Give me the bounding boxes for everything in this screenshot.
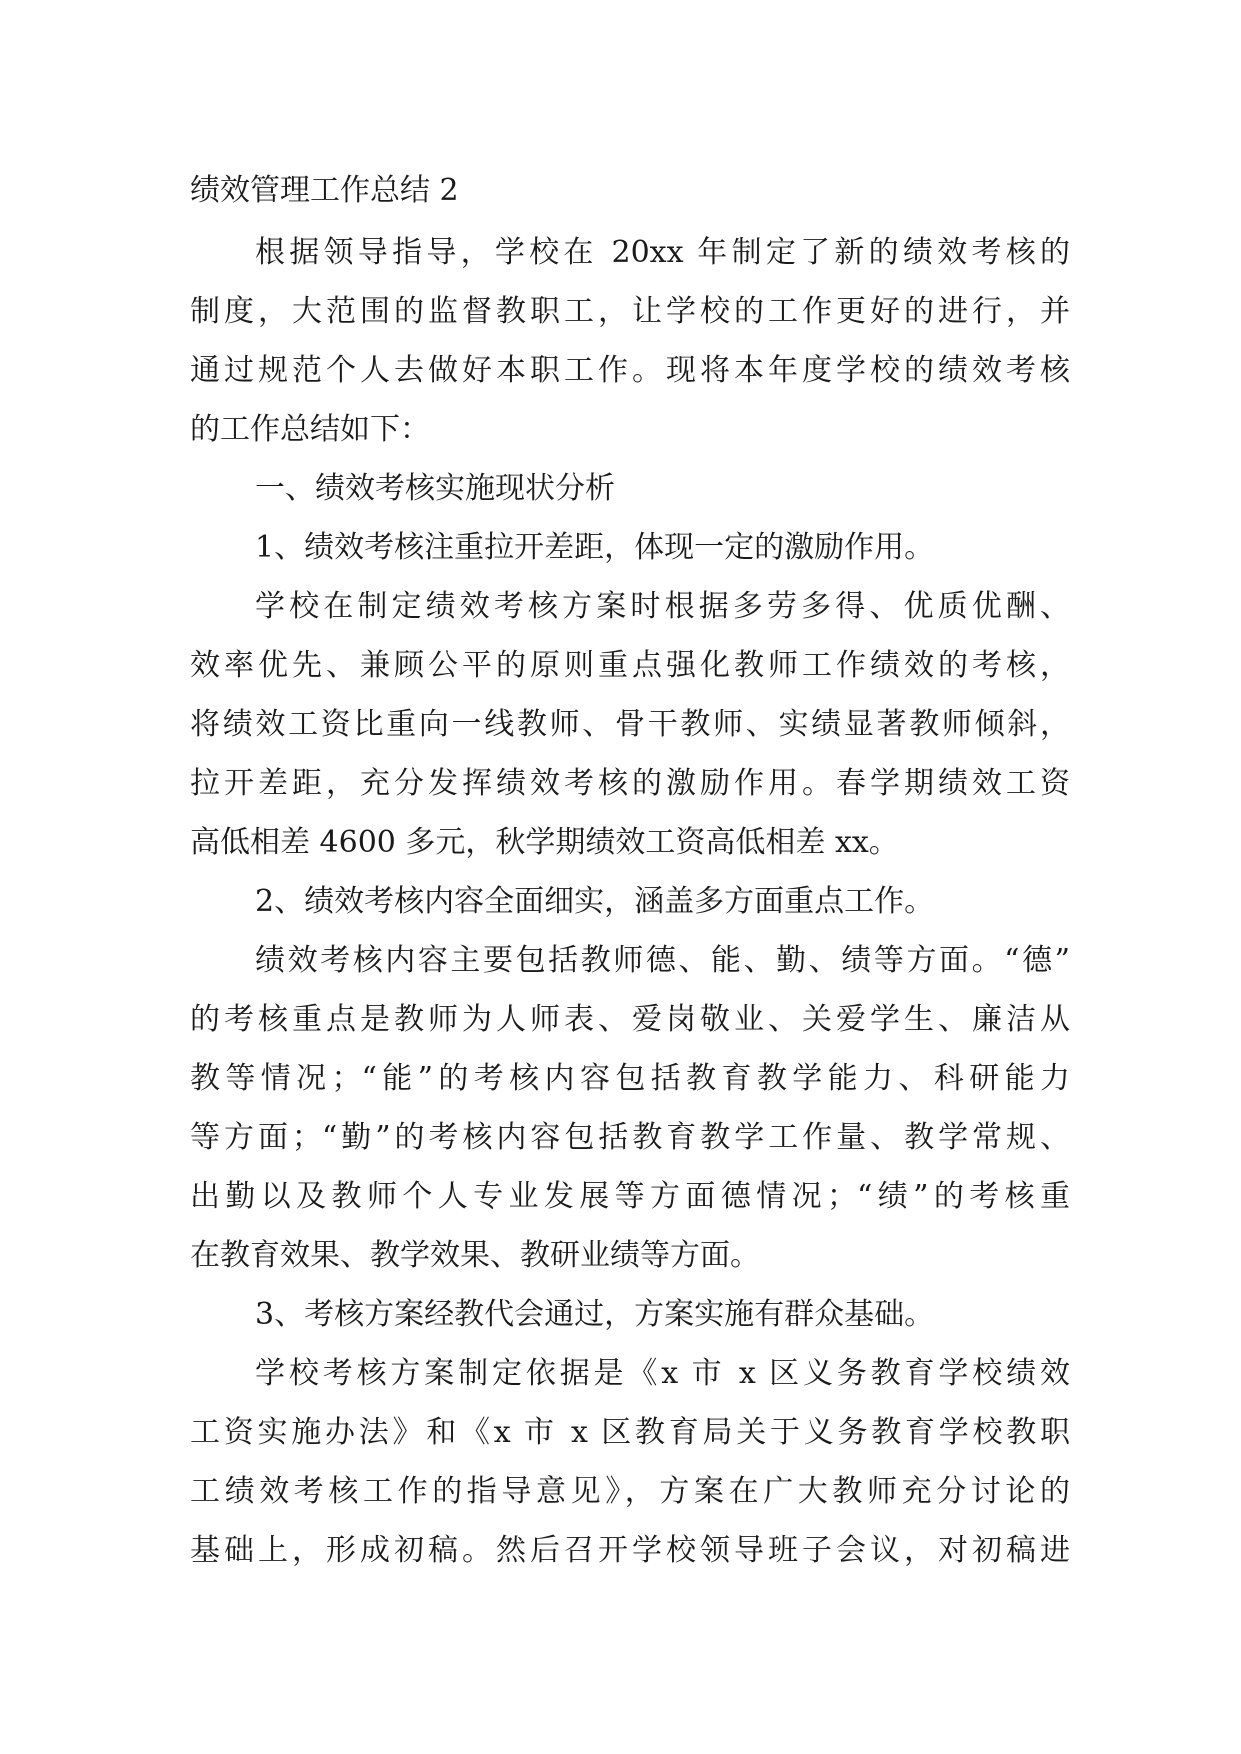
section-heading: 一、绩效考核实施现状分析 (255, 471, 615, 506)
paragraph-line: 将绩效工资比重向一线教师、骨干教师、实绩显著教师倾斜， (190, 707, 1070, 742)
paragraph-line: 效率优先、兼顾公平的原则重点强化教师工作绩效的考核， (190, 648, 1070, 683)
subsection-heading: 3、考核方案经教代会通过，方案实施有群众基础。 (255, 1297, 935, 1332)
paragraph-line: 制度，大范围的监督教职工，让学校的工作更好的进行，并 (190, 294, 1070, 329)
paragraph-line: 根据领导指导，学校在 20xx 年制定了新的绩效考核的 (255, 235, 1070, 270)
paragraph-line: 在教育效果、教学效果、教研业绩等方面。 (190, 1238, 760, 1273)
subsection-heading: 1、绩效考核注重拉开差距，体现一定的激励作用。 (255, 530, 935, 565)
paragraph-line: 学校考核方案制定依据是《x 市 x 区义务教育学校绩效 (255, 1356, 1070, 1391)
paragraph-line: 通过规范个人去做好本职工作。现将本年度学校的绩效考核 (190, 353, 1070, 388)
paragraph-line: 教等情况；“能”的考核内容包括教育教学能力、科研能力 (190, 1061, 1070, 1096)
paragraph-line: 基础上，形成初稿。然后召开学校领导班子会议，对初稿进 (190, 1533, 1070, 1568)
paragraph-line: 出勤以及教师个人专业发展等方面德情况；“绩”的考核重 (190, 1179, 1070, 1214)
paragraph-line: 工绩效考核工作的指导意见》，方案在广大教师充分讨论的 (190, 1474, 1070, 1509)
document-title: 绩效管理工作总结 2 (190, 173, 459, 208)
paragraph-line: 等方面；“勤”的考核内容包括教育教学工作量、教学常规、 (190, 1120, 1070, 1155)
paragraph-line: 工资实施办法》和《x 市 x 区教育局关于义务教育学校教职 (190, 1415, 1070, 1450)
subsection-heading: 2、绩效考核内容全面细实，涵盖多方面重点工作。 (255, 884, 935, 919)
paragraph-line: 拉开差距，充分发挥绩效考核的激励作用。春学期绩效工资 (190, 766, 1070, 801)
document-page (190, 158, 1070, 1580)
paragraph-line: 学校在制定绩效考核方案时根据多劳多得、优质优酬、 (255, 589, 1070, 624)
paragraph-line: 的考核重点是教师为人师表、爱岗敬业、关爱学生、廉洁从 (190, 1002, 1070, 1037)
paragraph-line: 高低相差 4600 多元，秋学期绩效工资高低相差 xx。 (190, 825, 899, 860)
paragraph-line: 的工作总结如下： (190, 412, 430, 447)
paragraph-line: 绩效考核内容主要包括教师德、能、勤、绩等方面。“德” (255, 943, 1070, 978)
